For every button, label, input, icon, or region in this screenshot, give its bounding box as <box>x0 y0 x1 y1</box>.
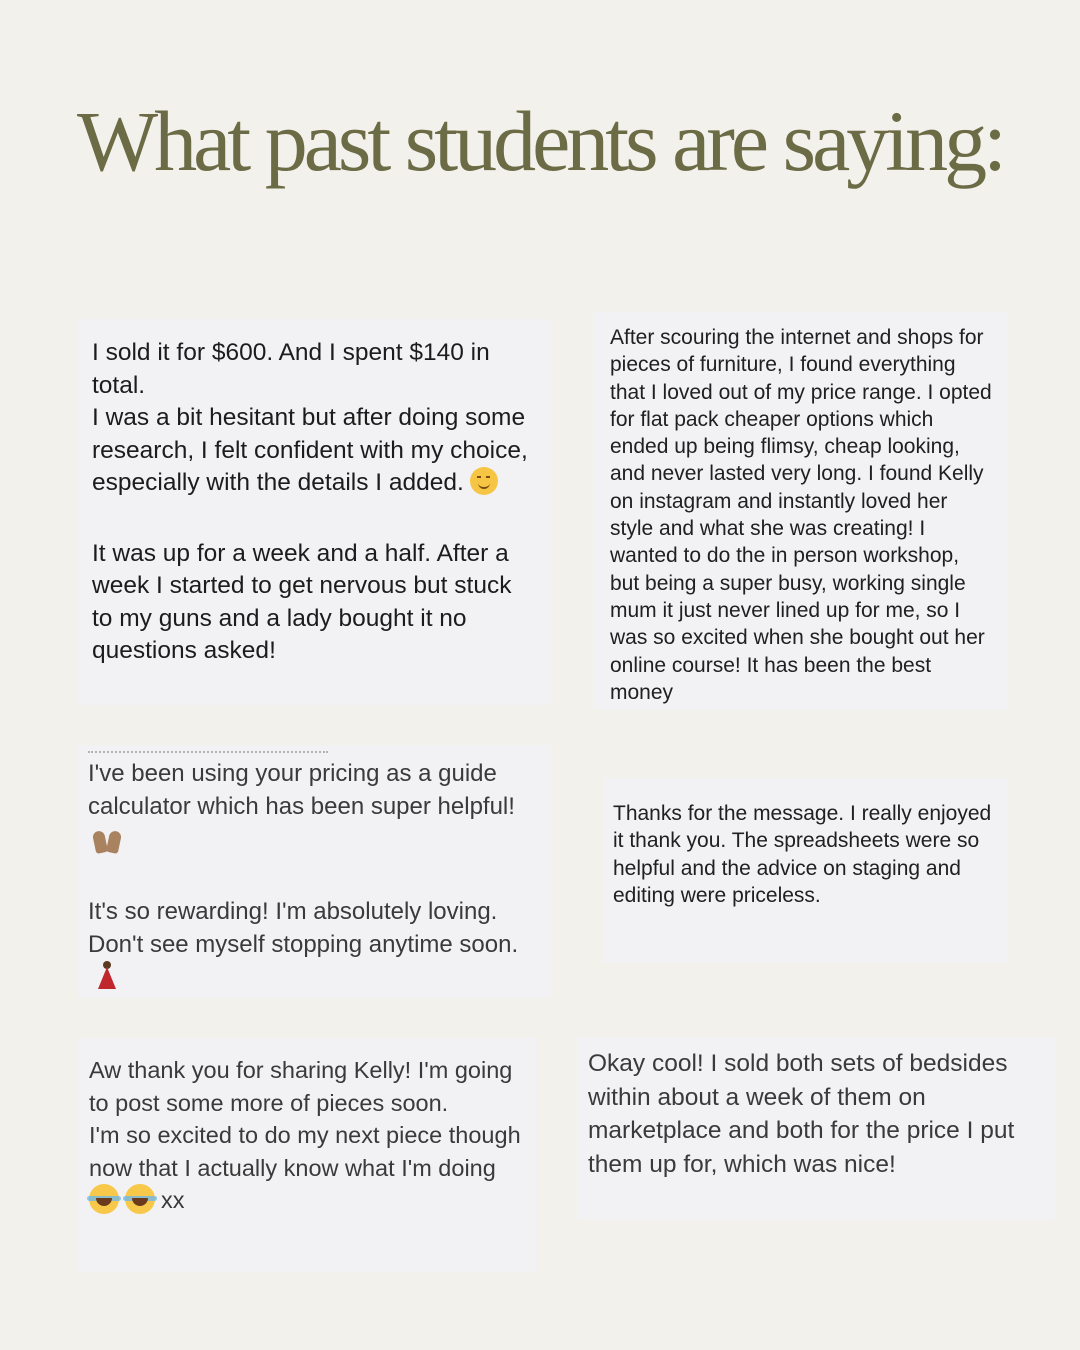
testimonial-1-paragraph-3: It was up for a week and a half. After a week I started to get nervous but stuck to my guns and a lady bought it no questions asked! <box>92 539 512 664</box>
testimonial-3-paragraph-1 <box>88 757 542 856</box>
testimonial-3-paragraph-2 <box>88 895 542 994</box>
laughing-face-icon <box>89 1184 119 1214</box>
testimonial-3-paragraph-1-text: I've been using your pricing as a guide calculator which has been super helpful! <box>88 760 515 820</box>
testimonial-1-paragraph-2 <box>92 402 538 500</box>
testimonial-card-3 <box>78 745 552 998</box>
cropped-text-edge <box>88 745 328 753</box>
smiling-face-icon <box>470 467 498 495</box>
page-title: What past students are saying: <box>76 93 1004 189</box>
testimonial-card-5 <box>78 1038 537 1272</box>
testimonial-card-4 <box>603 778 1008 963</box>
laughing-face-icon <box>125 1184 155 1214</box>
testimonial-card-2 <box>593 312 1008 710</box>
testimonial-6-text: Okay cool! I sold both sets of bedsides within about a week of them on marketplace and both for the price I put them up for, which was nice! <box>588 1050 1015 1178</box>
testimonial-5-signoff: xx <box>161 1187 185 1213</box>
testimonial-3-paragraph-2-text: It's so rewarding! I'm absolutely loving. Don't see myself stopping anytime soon. <box>88 898 519 958</box>
testimonial-1-paragraph-1: I sold it for $600. And I spent $140 in total. <box>92 339 490 399</box>
testimonial-5-paragraph-1: Aw thank you for sharing Kelly! I'm going to post some more of pieces soon. <box>89 1057 513 1116</box>
testimonial-card-1 <box>78 319 552 705</box>
testimonial-4-text: Thanks for the message. I really enjoyed it thank you. The spreadsheets were so helpful and the advice on staging and editing were priceless. <box>613 802 992 907</box>
raised-hands-icon <box>92 823 122 853</box>
testimonial-1-paragraph-2-text: I was a bit hesitant but after doing some research, I felt confident with my choice, especially with the details I added. <box>92 404 528 496</box>
dancer-icon <box>92 961 122 991</box>
testimonial-5-paragraph-2-text: I'm so excited to do my next piece though now that I actually know what I'm doing <box>89 1122 521 1181</box>
testimonial-5-paragraph-2 <box>89 1119 526 1217</box>
testimonial-card-6 <box>577 1037 1055 1220</box>
testimonial-2-text: After scouring the internet and shops for pieces of furniture, I found everything that I loved out of my price range. I opted for flat pack cheaper options which ended up being flimsy, cheap looking, and never lasted very long. I found Kelly on instagram and instantly loved her style and what she was creating! I wanted to do the in person workshop, but being a super busy, working single mum it just never lined up for me, so I was so excited when she bought out her online course! It has been the best money <box>610 326 992 704</box>
